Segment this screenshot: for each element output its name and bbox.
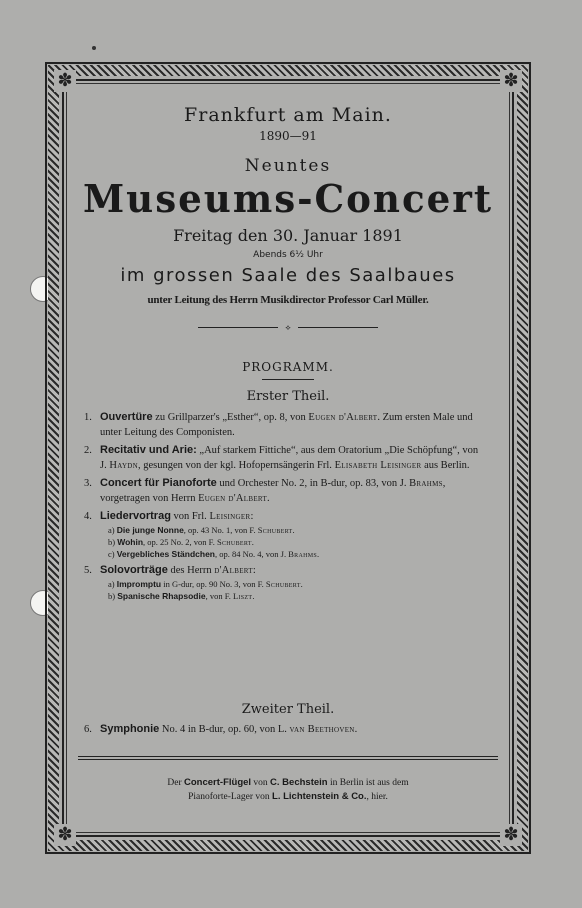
list-item: 3. Concert für Pianoforte und Orchester No. 2, in B-dur, op. 83, von J. Brahms, vorgetragen von Herrn Eugen d'Albert.: [84, 477, 446, 504]
city: Frankfurt am Main.: [184, 104, 392, 126]
footer-rule: [78, 756, 498, 757]
divider-ornament-icon: ⟡: [285, 323, 291, 332]
list-item: 2. Recitativ und Arie: „Auf starkem Fittiche“, aus dem Oratorium „Die Schöpfung“, von J. Haydn, gesungen von der kgl. Hofopernsängerin Frl. Elisabeth Leisinger aus Berlin.: [84, 444, 479, 471]
divider-ornament: [198, 324, 378, 332]
part-one-heading: Erster Theil.: [246, 389, 330, 404]
list-item: 5. Solovorträge des Herrn d'Albert:: [84, 564, 256, 576]
heading-rule: [262, 379, 314, 380]
concert-time: Abends 6½ Uhr: [253, 250, 323, 260]
sub-item: a) Impromptu in G-dur, op. 90 No. 3, von F. Schubert.: [108, 579, 303, 589]
season: 1890—91: [259, 129, 317, 143]
list-item: 4. Liedervortrag von Frl. Leisinger:: [84, 510, 254, 522]
sub-item: c) Vergebliches Ständchen, op. 84 No. 4, von J. Brahms.: [108, 549, 320, 559]
page-title: Museums-Concert: [82, 176, 494, 221]
corner-ornament-icon: ✽: [500, 824, 522, 846]
ink-dot: [92, 46, 96, 50]
programme-content: [70, 92, 506, 832]
concert-hall: im grossen Saale des Saalbaues: [120, 265, 456, 286]
sub-item: a) Die junge Nonne, op. 43 No. 1, von F. Schubert.: [108, 525, 295, 535]
list-item: 1. Ouvertüre zu Grillparzer's „Esther“, op. 8, von Eugen d'Albert. Zum ersten Male und unter Leitung des Componisten.: [84, 411, 473, 438]
list-item: 6. Symphonie No. 4 in B-dur, op. 60, von L. van Beethoven.: [84, 723, 358, 735]
concert-date: Freitag den 30. Januar 1891: [173, 226, 403, 245]
footer-note: Der Concert-Flügel von C. Bechstein in Berlin ist aus dem Pianoforte-Lager von L. Lichtenstein & Co., hier.: [167, 777, 409, 802]
programm-heading: PROGRAMM.: [242, 360, 334, 374]
part-two-heading: Zweiter Theil.: [241, 702, 335, 717]
sub-item: b) Wohin, op. 25 No. 2, von F. Schubert.: [108, 537, 254, 547]
conductor-line: unter Leitung des Herrn Musikdirector Professor Carl Müller.: [147, 294, 429, 306]
corner-ornament-icon: ✽: [54, 824, 76, 846]
programme-list-part-two: [84, 722, 484, 737]
corner-ornament-icon: ✽: [54, 70, 76, 92]
programme-list: [84, 410, 484, 602]
corner-ornament-icon: ✽: [500, 70, 522, 92]
sub-item: b) Spanische Rhapsodie, von F. Liszt.: [108, 591, 255, 601]
footer-rule-thin: [78, 759, 498, 760]
concert-number: Neuntes: [244, 156, 332, 176]
